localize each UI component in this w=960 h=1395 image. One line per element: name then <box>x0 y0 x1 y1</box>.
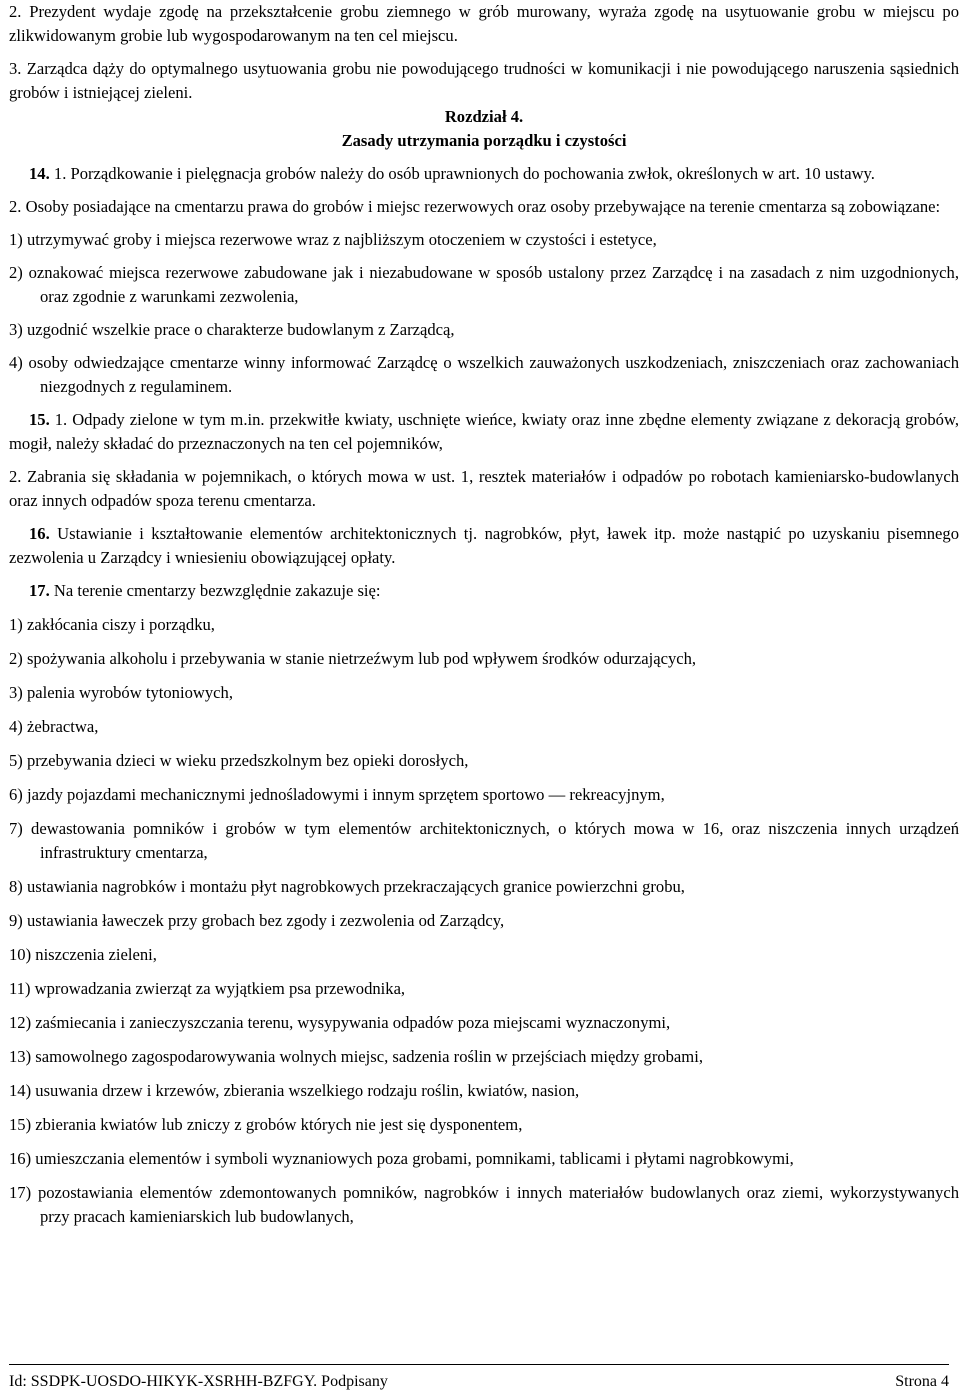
section-14-mark: 14. <box>29 164 50 183</box>
page-number: Strona 4 <box>895 1373 949 1390</box>
prohibition-item: 9) ustawiania ławeczek przy grobach bez zgody i zezwolenia od Zarządcy, <box>9 911 505 930</box>
prohibition-item: 13) samowolnego zagospodarowywania wolnych miejsc, sadzenia roślin w przejściach między grobami, <box>9 1047 703 1066</box>
footer-divider <box>9 1364 949 1365</box>
prohibition-item: 2) spożywania alkoholu i przebywania w stanie nietrzeźwym lub pod wpływem środków odurzających, <box>9 649 697 668</box>
section-17-paragraph <box>9 579 959 603</box>
prohibition-item: 12) zaśmiecania i zanieczyszczania terenu, wysypywania odpadów poza miejscami wyznaczonymi, <box>9 1013 671 1032</box>
section-17-mark: 17. <box>29 581 50 600</box>
prohibition-item: 8) ustawiania nagrobków i montażu płyt nagrobkowych przekraczających granice powierzchni grobu, <box>9 877 685 896</box>
chapter-title: Zasady utrzymania porządku i czystości <box>341 131 627 150</box>
section-15-paragraph-2: 2. Zabrania się składania w pojemnikach, o których mowa w ust. 1, resztek materiałów i odpadów po robotach kamieniarsko-budowlanych oraz innych odpadów spoza terenu cmentarza. <box>9 467 959 510</box>
section-17-list <box>9 613 959 1229</box>
prohibition-item: 1) zakłócania ciszy i porządku, <box>9 615 215 634</box>
prohibition-item: 17) pozostawiania elementów zdemontowanych pomników, nagrobków i innych materiałów budowlanych oraz ziemi, wykorzystywanych przy pracach kamieniarskich lub budowlanych, <box>9 1183 959 1226</box>
prohibition-item: 7) dewastowania pomników i grobów w tym elementów architektonicznych, o których mowa w 16, oraz niszczenia innych urządzeń infrastruktury cmentarza, <box>9 819 959 862</box>
section-16-text: Ustawianie i kształtowanie elementów architektonicznych tj. nagrobków, płyt, ławek itp. może nastąpić po uzyskaniu pisemnego zezwolenia u Zarządcy i wniesieniu obowiązującej opłaty. <box>9 524 959 567</box>
section-15-p1-text: 1. Odpady zielone w tym m.in. przekwitłe kwiaty, uschnięte wieńce, kwiaty oraz inne zbędne elementy związane z dekoracją grobów, mogił, należy składać do przeznaczonych na ten cel pojemników, <box>9 410 959 453</box>
section-14-item: 4) osoby odwiedzające cmentarze winny informować Zarządcę o wszelkich zauważonych uszkodzeniach, zniszczeniach oraz zachowaniach niezgodnych z regulaminem. <box>9 353 959 396</box>
prohibition-item: 4) żebractwa, <box>9 717 99 736</box>
document-page <box>9 0 959 1229</box>
prohibition-item: 11) wprowadzania zwierząt za wyjątkiem psa przewodnika, <box>9 979 406 998</box>
prohibition-item: 14) usuwania drzew i krzewów, zbierania wszelkiego rodzaju roślin, kwiatów, nasion, <box>9 1081 580 1100</box>
prohibition-item: 6) jazdy pojazdami mechanicznymi jednośladowymi i innym sprzętem sportowo — rekreacyjnym, <box>9 785 665 804</box>
section-16-paragraph <box>9 522 959 570</box>
prohibition-item: 3) palenia wyrobów tytoniowych, <box>9 683 233 702</box>
prohibition-item: 5) przebywania dzieci w wieku przedszkolnym bez opieki dorosłych, <box>9 751 469 770</box>
chapter-number: Rozdział 4. <box>444 107 524 126</box>
section-14-p1-text: 1. Porządkowanie i pielęgnacja grobów należy do osób uprawnionych do pochowania zwłok, określonych w art. 10 ustawy. <box>49 164 875 183</box>
section-14-item: 2) oznakować miejsca rezerwowe zabudowane jak i niezabudowane w sposób ustalony przez Zarządcę i na zasadach z nim uzgodnionych, oraz zgodnie z warunkami zezwolenia, <box>9 263 959 306</box>
prohibition-item: 16) umieszczania elementów i symboli wyznaniowych poza grobami, pomnikami, tablicami i płytami nagrobkowymi, <box>9 1149 794 1168</box>
section-17-text: Na terenie cmentarzy bezwzględnie zakazuje się: <box>49 581 381 600</box>
prohibition-item: 15) zbierania kwiatów lub zniczy z grobów których nie jest się dysponentem, <box>9 1115 523 1134</box>
footer <box>9 1372 949 1392</box>
section-14-paragraph-2: 2. Osoby posiadające na cmentarzu prawa do grobów i miejsc rezerwowych oraz osoby przebywające na terenie cmentarza są zobowiązane: <box>9 197 941 216</box>
paragraph-3-placement: 3. Zarządca dąży do optymalnego usytuowania grobu nie powodującego trudności w komunikacji i nie powodującego naruszenia sąsiednich grobów i istniejącej zieleni. <box>9 59 959 102</box>
prohibition-item: 10) niszczenia zieleni, <box>9 945 157 964</box>
section-14-item: 3) uzgodnić wszelkie prace o charakterze budowlanym z Zarządcą, <box>9 320 455 339</box>
section-14-item: 1) utrzymywać groby i miejsca rezerwowe wraz z najbliższym otoczeniem w czystości i estetyce, <box>9 230 657 249</box>
section-14-paragraph-1 <box>9 162 959 186</box>
paragraph-2-conversion: 2. Prezydent wydaje zgodę na przekształcenie grobu ziemnego w grób murowany, wyraża zgodę na usytuowanie grobu w miejscu po zlikwidowanym grobie lub wygospodarowanym na ten cel miejscu. <box>9 2 959 45</box>
section-15-paragraph-1 <box>9 408 959 456</box>
section-16-mark: 16. <box>29 524 50 543</box>
document-id: Id: SSDPK-UOSDO-HIKYK-XSRHH-BZFGY. Podpisany <box>9 1373 388 1390</box>
section-15-mark: 15. <box>29 410 50 429</box>
